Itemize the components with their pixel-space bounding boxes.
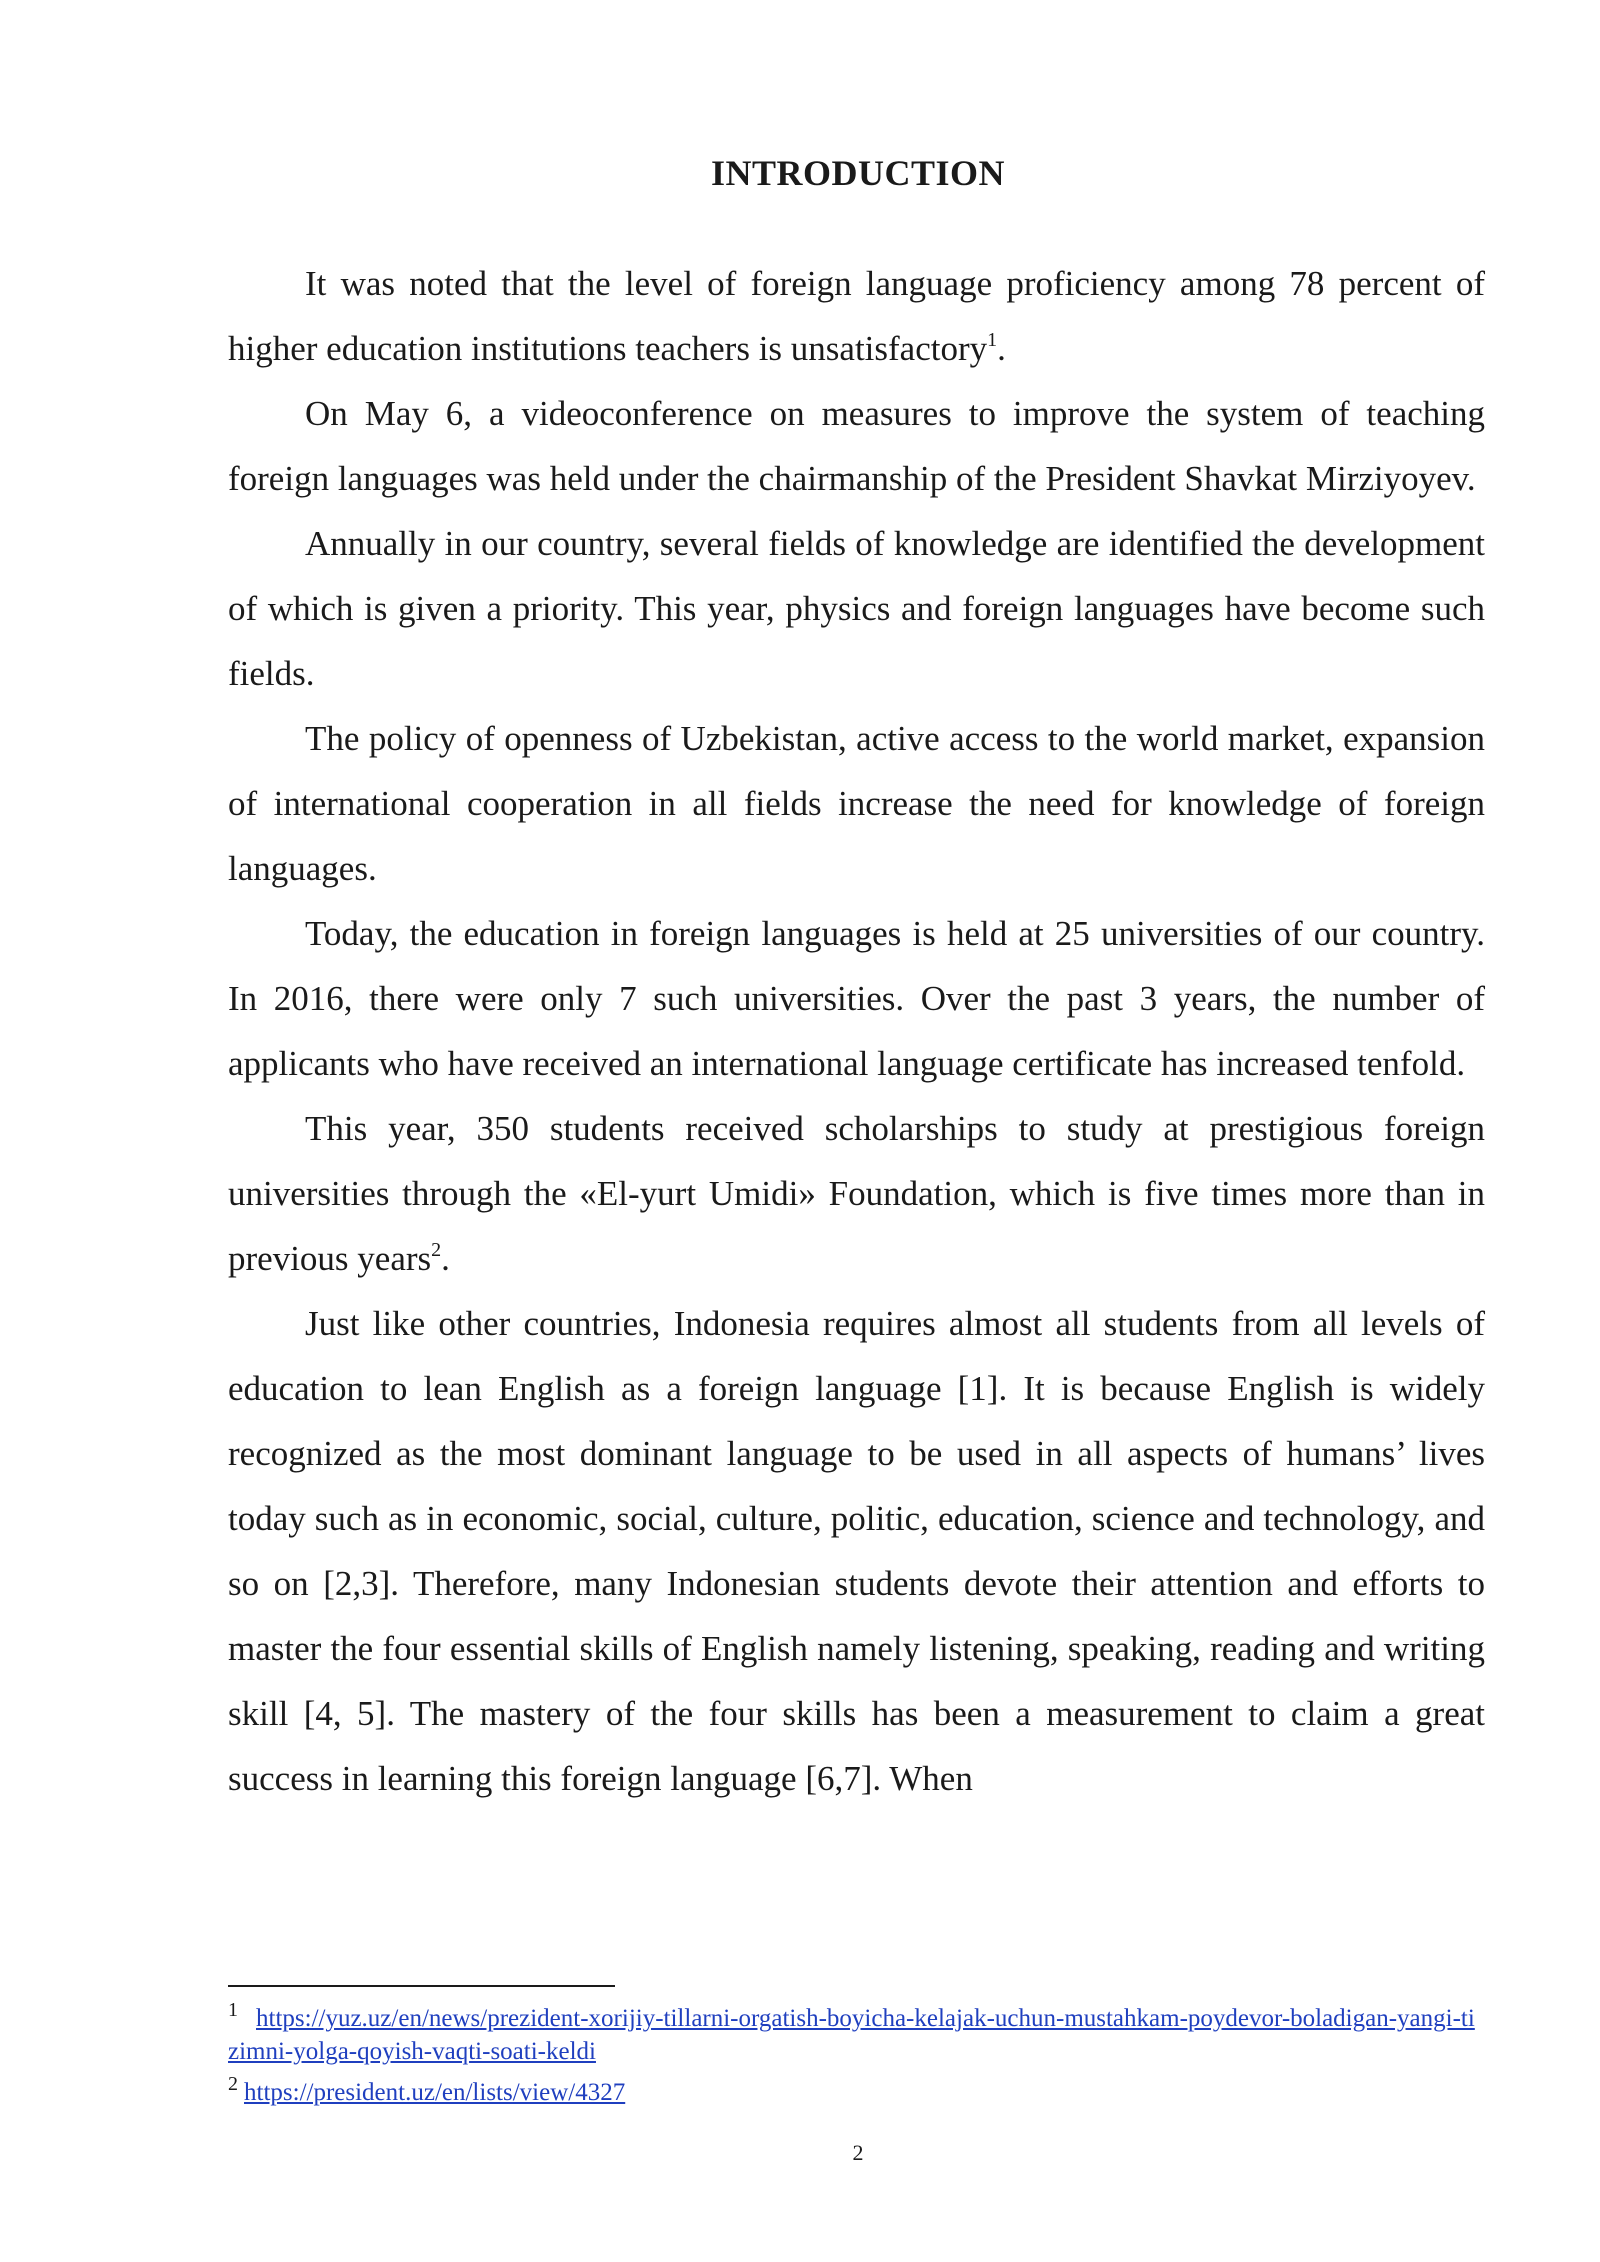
footnote — [228, 1994, 1485, 2068]
footnotes — [228, 1994, 1485, 2109]
paragraph: Today, the education in foreign languages is held at 25 universities of our country. In 2016, there were only 7 such universities. Over the past 3 years, the number of applicants who have received an international language certificate has increased tenfold. — [228, 914, 1485, 1083]
paragraph: This year, 350 students received scholarships to study at prestigious foreign universities through the «El-yurt Umidi» Foundation, which is five times more than in previous years$^2$. — [228, 1109, 1485, 1278]
section-heading: INTRODUCTION — [710, 153, 1006, 193]
footnote-number: 2 — [228, 2073, 238, 2095]
footnote-link[interactable]: https://yuz.uz/en/news/prezident-xorijiy-tillarni-orgatish-boyicha-kelajak-uchun-mustahkam-poydevor-boladigan-yangi-tizimni-yolga-qoyish-vaqti-soati-keldi — [228, 2005, 1475, 2065]
footnote — [228, 2068, 1485, 2109]
paragraph: The policy of openness of Uzbekistan, active access to the world market, expansion of international cooperation in all fields increase the need for knowledge of foreign languages. — [228, 719, 1485, 888]
body-text — [228, 251, 1485, 1811]
footnote-number: 1 — [228, 1999, 238, 2021]
footnote-ref[interactable]: 2 — [431, 1239, 442, 1261]
footnote-ref[interactable]: 1 — [987, 329, 998, 351]
paragraph: It was noted that the level of foreign language proficiency among 78 percent of higher education institutions teachers is unsatisfactory$^1$. — [228, 264, 1485, 368]
page-number: 2 — [852, 2140, 864, 2165]
paragraph: Just like other countries, Indonesia requires almost all students from all levels of education to lean English as a foreign language [1]. It is because English is widely recognized as the most dominant language to be used in all aspects of humans’ lives today such as in economic, social, culture, politic, education, science and technology, and so on [2,3]. Therefore, many Indonesian students devote their attention and efforts to master the four essential skills of English namely listening, speaking, reading and writing skill [4, 5]. The mastery of the four skills has been a measurement to claim a great success in learning this foreign language [6,7]. When — [228, 1304, 1485, 1798]
paragraph: On May 6, a videoconference on measures to improve the system of teaching foreign languages was held under the chairmanship of the President Shavkat Mirziyoyev. — [228, 394, 1485, 498]
footnote-separator — [228, 1985, 615, 1987]
footnote-link[interactable]: https://president.uz/en/lists/view/4327 — [244, 2079, 626, 2106]
paragraph: Annually in our country, several fields of knowledge are identified the development of which is given a priority. This year, physics and foreign languages have become such fields. — [228, 524, 1485, 693]
